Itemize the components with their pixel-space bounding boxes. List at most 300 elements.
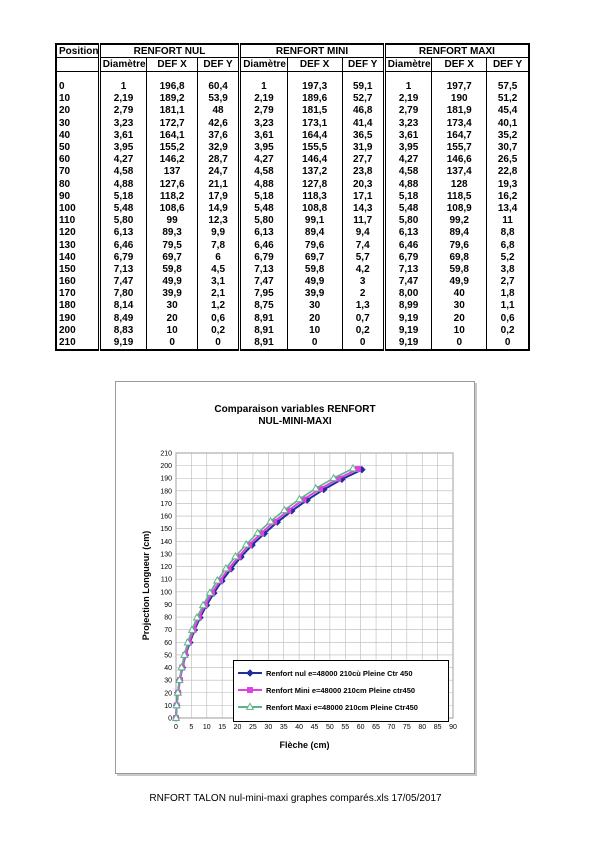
cell-mini-diametre: 5,18 (240, 191, 288, 203)
cell-mini-diametre: 8,91 (240, 325, 288, 337)
cell-mini-def-x: 197,3 (287, 81, 342, 93)
cell-maxi-def-y: 0,6 (487, 313, 529, 325)
cell-maxi-def-y: 16,2 (487, 191, 529, 203)
x-tick-label: 50 (325, 724, 334, 731)
x-tick-label: 40 (295, 724, 304, 731)
cell-mini-def-y: 17,1 (342, 191, 384, 203)
cell-position: 20 (59, 105, 71, 117)
cell-mini-diametre: 1 (240, 81, 288, 93)
y-tick-label: 100 (160, 589, 172, 597)
y-tick-label: 30 (164, 677, 172, 685)
cell-mini-diametre: 8,75 (240, 300, 288, 312)
table-row (56, 93, 529, 105)
chart-title: Comparaison variables RENFORT (214, 404, 376, 415)
cell-maxi-diametre: 3,95 (384, 142, 432, 154)
cell-nul-def-y: 0,6 (197, 313, 239, 325)
cell-maxi-def-y: 30,7 (487, 142, 529, 154)
cell-mini-def-x: 89,4 (287, 227, 342, 239)
cell-mini-def-x: 146,4 (287, 154, 342, 166)
x-tick-label: 90 (449, 724, 457, 731)
cell-position: 0 (59, 81, 65, 93)
sub-header-def-y: DEF Y (487, 58, 529, 72)
cell-nul-def-y: 0 (197, 337, 239, 350)
cell-maxi-def-y: 2,7 (487, 276, 529, 288)
table-row (56, 313, 529, 325)
cell-nul-def-x: 127,6 (147, 179, 198, 191)
x-tick-label: 35 (279, 724, 288, 731)
cell-nul-diametre: 4,27 (99, 154, 147, 166)
cell-nul-def-y: 21,1 (197, 179, 239, 191)
legend-entry (238, 701, 418, 713)
cell-nul-def-x: 137 (147, 166, 198, 178)
cell-nul-def-y: 42,6 (197, 118, 239, 130)
cell-maxi-def-x: 155,7 (432, 142, 487, 154)
cell-maxi-def-y: 0,2 (487, 325, 529, 337)
cell-nul-def-y: 24,7 (197, 166, 239, 178)
cell-mini-def-x: 69,7 (287, 252, 342, 264)
cell-nul-def-y: 60,4 (197, 81, 239, 93)
legend-marker (247, 687, 252, 692)
cell-position: 180 (59, 300, 76, 312)
cell-maxi-def-x: 128 (432, 179, 487, 191)
table-row (56, 252, 529, 264)
cell-nul-def-x: 181,1 (147, 105, 198, 117)
table-row (56, 337, 529, 350)
cell-mini-diametre: 3,61 (240, 130, 288, 142)
y-tick-label: 60 (164, 639, 172, 647)
cell-maxi-diametre: 4,58 (384, 166, 432, 178)
cell-maxi-def-x: 118,5 (432, 191, 487, 203)
cell-nul-def-x: 59,8 (147, 264, 198, 276)
cell-nul-def-y: 37,6 (197, 130, 239, 142)
cell-mini-def-y: 1,3 (342, 300, 384, 312)
cell-mini-def-y: 2 (342, 288, 384, 300)
cell-nul-def-x: 118,2 (147, 191, 198, 203)
x-tick-label: 20 (233, 724, 242, 731)
cell-maxi-def-y: 1,8 (487, 288, 529, 300)
y-tick-label: 190 (160, 475, 172, 483)
cell-nul-def-y: 53,9 (197, 93, 239, 105)
spacer-row (56, 72, 529, 82)
cell-mini-def-y: 4,2 (342, 264, 384, 276)
cell-mini-def-x: 155,5 (287, 142, 342, 154)
cell-mini-def-y: 27,7 (342, 154, 384, 166)
cell-nul-diametre: 6,79 (99, 252, 147, 264)
cell-nul-diametre: 8,14 (99, 300, 147, 312)
cell-maxi-def-y: 51,2 (487, 93, 529, 105)
cell-nul-diametre: 2,79 (99, 105, 147, 117)
y-tick-label: 50 (164, 652, 172, 660)
cell-maxi-def-y: 26,5 (487, 154, 529, 166)
cell-nul-def-x: 146,2 (147, 154, 198, 166)
table-row (56, 215, 529, 227)
cell-nul-def-x: 30 (147, 300, 198, 312)
cell-nul-def-y: 48 (197, 105, 239, 117)
cell-maxi-diametre: 3,23 (384, 118, 432, 130)
cell-nul-def-y: 28,7 (197, 154, 239, 166)
cell-maxi-def-x: 137,4 (432, 166, 487, 178)
cell-nul-diametre: 7,47 (99, 276, 147, 288)
cell-mini-diametre: 4,27 (240, 154, 288, 166)
cell-nul-def-y: 32,9 (197, 142, 239, 154)
cell-mini-diametre: 4,88 (240, 179, 288, 191)
cell-nul-def-x: 79,5 (147, 239, 198, 251)
table-row (56, 154, 529, 166)
cell-position: 50 (59, 142, 71, 154)
cell-position: 140 (59, 251, 76, 263)
cell-maxi-diametre: 1 (384, 81, 432, 93)
cell-mini-def-y: 41,4 (342, 118, 384, 130)
cell-nul-def-x: 39,9 (147, 288, 198, 300)
y-tick-label: 10 (164, 702, 172, 710)
cell-mini-def-y: 11,7 (342, 215, 384, 227)
group-header-row (56, 44, 529, 58)
cell-position: 130 (59, 239, 76, 251)
cell-maxi-def-x: 49,9 (432, 276, 487, 288)
cell-mini-diametre: 8,91 (240, 337, 288, 350)
cell-maxi-def-x: 190 (432, 93, 487, 105)
y-tick-label: 70 (164, 627, 172, 635)
cell-position: 200 (59, 324, 76, 336)
group-header-mini: RENFORT MINI (240, 44, 385, 58)
cell-position: 90 (59, 190, 71, 202)
table-row (56, 142, 529, 154)
table-row (56, 300, 529, 312)
cell-mini-def-x: 164,4 (287, 130, 342, 142)
cell-nul-diametre: 6,46 (99, 239, 147, 251)
cell-nul-diametre: 3,61 (99, 130, 147, 142)
cell-nul-diametre: 3,23 (99, 118, 147, 130)
group-header-nul: RENFORT NUL (99, 44, 239, 58)
cell-maxi-diametre: 6,13 (384, 227, 432, 239)
cell-position: 110 (59, 215, 76, 227)
cell-mini-def-y: 0,2 (342, 325, 384, 337)
cell-nul-diametre: 6,13 (99, 227, 147, 239)
cell-maxi-diametre: 3,61 (384, 130, 432, 142)
cell-mini-diametre: 6,13 (240, 227, 288, 239)
table-row (56, 325, 529, 337)
cell-maxi-diametre: 9,19 (384, 313, 432, 325)
legend-label: Renfort Mini e=48000 210cm Pleine ctr450 (266, 685, 416, 695)
cell-maxi-def-x: 146,6 (432, 154, 487, 166)
sub-header-def-y: DEF Y (197, 58, 239, 72)
cell-maxi-diametre: 5,48 (384, 203, 432, 215)
chart-panel (115, 381, 475, 774)
cell-maxi-def-x: 59,8 (432, 264, 487, 276)
cell-nul-def-x: 99 (147, 215, 198, 227)
cell-maxi-diametre: 6,46 (384, 239, 432, 251)
cell-maxi-def-y: 40,1 (487, 118, 529, 130)
table-row (56, 118, 529, 130)
cell-nul-diametre: 1 (99, 81, 147, 93)
cell-mini-def-x: 127,8 (287, 179, 342, 191)
cell-mini-def-x: 30 (287, 300, 342, 312)
x-tick-label: 60 (356, 724, 365, 731)
cell-nul-def-x: 108,6 (147, 203, 198, 215)
table-row (56, 179, 529, 191)
cell-nul-diametre: 5,18 (99, 191, 147, 203)
legend-swatch (238, 668, 262, 678)
cell-maxi-def-x: 0 (432, 337, 487, 350)
y-tick-label: 120 (160, 564, 172, 572)
table-row (56, 264, 529, 276)
cell-maxi-def-y: 19,3 (487, 179, 529, 191)
cell-maxi-diametre: 2,19 (384, 93, 432, 105)
cell-maxi-def-y: 0 (487, 337, 529, 350)
cell-nul-diametre: 5,80 (99, 215, 147, 227)
cell-maxi-def-y: 1,1 (487, 300, 529, 312)
x-tick-label: 85 (433, 724, 442, 731)
x-tick-label: 5 (189, 724, 194, 731)
cell-nul-diametre: 2,19 (99, 93, 147, 105)
cell-maxi-def-y: 35,2 (487, 130, 529, 142)
cell-mini-diametre: 7,95 (240, 288, 288, 300)
cell-mini-def-x: 99,1 (287, 215, 342, 227)
cell-maxi-def-x: 99,2 (432, 215, 487, 227)
cell-mini-def-y: 9,4 (342, 227, 384, 239)
table-row (56, 191, 529, 203)
legend-swatch (238, 702, 262, 712)
cell-maxi-def-x: 89,4 (432, 227, 487, 239)
table-row (56, 227, 529, 239)
cell-nul-def-x: 0 (147, 337, 198, 350)
cell-mini-diametre: 6,79 (240, 252, 288, 264)
cell-position: 150 (59, 263, 76, 275)
cell-position: 70 (59, 166, 71, 178)
cell-mini-diametre: 3,23 (240, 118, 288, 130)
cell-nul-def-y: 6 (197, 252, 239, 264)
cell-mini-def-y: 52,7 (342, 93, 384, 105)
cell-nul-diametre: 5,48 (99, 203, 147, 215)
cell-mini-def-x: 49,9 (287, 276, 342, 288)
cell-maxi-diametre: 2,79 (384, 105, 432, 117)
y-tick-label: 110 (160, 576, 172, 584)
cell-maxi-def-y: 5,2 (487, 252, 529, 264)
cell-nul-def-x: 10 (147, 325, 198, 337)
table-row (56, 203, 529, 215)
legend-swatch (238, 685, 262, 695)
cell-maxi-diametre: 8,00 (384, 288, 432, 300)
cell-mini-def-x: 39,9 (287, 288, 342, 300)
table-body (56, 72, 529, 351)
table-row (56, 288, 529, 300)
cell-nul-def-x: 69,7 (147, 252, 198, 264)
cell-maxi-def-x: 181,9 (432, 105, 487, 117)
cell-mini-diametre: 6,46 (240, 239, 288, 251)
y-tick-label: 140 (160, 538, 172, 546)
data-table (55, 43, 530, 351)
cell-mini-diametre: 4,58 (240, 166, 288, 178)
cell-nul-def-x: 20 (147, 313, 198, 325)
cell-nul-def-x: 164,1 (147, 130, 198, 142)
cell-mini-diametre: 7,13 (240, 264, 288, 276)
cell-position: 30 (59, 117, 71, 129)
cell-mini-def-x: 137,2 (287, 166, 342, 178)
cell-mini-def-y: 31,9 (342, 142, 384, 154)
cell-maxi-def-y: 13,4 (487, 203, 529, 215)
cell-mini-def-x: 0 (287, 337, 342, 350)
cell-maxi-diametre: 4,88 (384, 179, 432, 191)
y-tick-label: 90 (164, 601, 172, 609)
position-header: Position (56, 44, 99, 58)
cell-nul-def-y: 9,9 (197, 227, 239, 239)
footer-caption: RNFORT TALON nul-mini-maxi graphes comparés.xls 17/05/2017 (149, 793, 442, 804)
table-row (56, 276, 529, 288)
sub-header-diametre: Diamètre (384, 58, 432, 72)
cell-nul-def-y: 2,1 (197, 288, 239, 300)
cell-maxi-diametre: 4,27 (384, 154, 432, 166)
cell-mini-def-y: 14,3 (342, 203, 384, 215)
cell-position: 100 (59, 202, 76, 214)
cell-mini-def-y: 0 (342, 337, 384, 350)
cell-position: 170 (59, 288, 76, 300)
x-tick-label: 25 (249, 724, 257, 731)
cell-nul-diametre: 7,13 (99, 264, 147, 276)
sub-header-def-x: DEF X (147, 58, 198, 72)
cell-mini-diametre: 2,19 (240, 93, 288, 105)
cell-nul-def-y: 1,2 (197, 300, 239, 312)
cell-mini-def-y: 23,8 (342, 166, 384, 178)
legend-label: Renfort nul e=48000 210cù Pleine Ctr 450 (266, 668, 413, 678)
cell-nul-def-y: 4,5 (197, 264, 239, 276)
cell-mini-def-y: 3 (342, 276, 384, 288)
table-row (56, 130, 529, 142)
cell-mini-diametre: 8,91 (240, 313, 288, 325)
cell-nul-diametre: 4,88 (99, 179, 147, 191)
cell-maxi-def-y: 3,8 (487, 264, 529, 276)
cell-nul-def-x: 189,2 (147, 93, 198, 105)
cell-position: 190 (59, 312, 76, 324)
cell-nul-def-y: 7,8 (197, 239, 239, 251)
cell-maxi-def-x: 10 (432, 325, 487, 337)
table-row (56, 239, 529, 251)
cell-maxi-def-y: 6,8 (487, 239, 529, 251)
cell-nul-def-x: 172,7 (147, 118, 198, 130)
y-tick-label: 130 (160, 551, 172, 559)
sub-header-def-y: DEF Y (342, 58, 384, 72)
sub-header-diametre: Diamètre (240, 58, 288, 72)
sub-header-row (56, 58, 529, 72)
cell-nul-def-x: 196,8 (147, 81, 198, 93)
cell-maxi-def-x: 69,8 (432, 252, 487, 264)
x-tick-label: 75 (402, 724, 411, 731)
table-row (56, 105, 529, 117)
cell-maxi-def-x: 164,7 (432, 130, 487, 142)
x-tick-label: 0 (174, 724, 178, 731)
cell-maxi-def-x: 173,4 (432, 118, 487, 130)
cell-nul-diametre: 8,49 (99, 313, 147, 325)
y-tick-label: 210 (160, 450, 172, 458)
y-tick-label: 200 (160, 463, 172, 471)
cell-mini-def-x: 173,1 (287, 118, 342, 130)
legend-label: Renfort Maxi e=48000 210cm Pleine Ctr450 (266, 702, 418, 712)
cell-maxi-def-y: 22,8 (487, 166, 529, 178)
group-header-maxi: RENFORT MAXI (384, 44, 529, 58)
cell-maxi-def-x: 30 (432, 300, 487, 312)
y-tick-label: 150 (160, 526, 172, 534)
cell-mini-def-x: 79,6 (287, 239, 342, 251)
cell-position: 40 (59, 129, 71, 141)
cell-nul-def-x: 49,9 (147, 276, 198, 288)
legend-marker (247, 670, 254, 677)
table-row (56, 81, 529, 93)
cell-nul-def-y: 14,9 (197, 203, 239, 215)
cell-maxi-diametre: 7,47 (384, 276, 432, 288)
cell-mini-def-y: 7,4 (342, 239, 384, 251)
cell-mini-def-x: 59,8 (287, 264, 342, 276)
cell-maxi-diametre: 5,80 (384, 215, 432, 227)
y-axis-title: Projection Longueur (cm) (141, 530, 151, 641)
cell-nul-def-y: 17,9 (197, 191, 239, 203)
cell-maxi-diametre: 6,79 (384, 252, 432, 264)
cell-position: 10 (59, 93, 71, 105)
cell-position: 60 (59, 154, 71, 166)
x-tick-label: 70 (387, 724, 396, 731)
cell-position: 120 (59, 227, 76, 239)
cell-position: 160 (59, 276, 76, 288)
cell-mini-def-x: 181,5 (287, 105, 342, 117)
cell-mini-def-x: 10 (287, 325, 342, 337)
cell-nul-def-x: 89,3 (147, 227, 198, 239)
cell-maxi-diametre: 9,19 (384, 325, 432, 337)
cell-mini-def-x: 20 (287, 313, 342, 325)
cell-nul-diametre: 3,95 (99, 142, 147, 154)
cell-nul-diametre: 8,83 (99, 325, 147, 337)
cell-mini-def-x: 189,6 (287, 93, 342, 105)
cell-mini-def-y: 5,7 (342, 252, 384, 264)
chart-title: NUL-MINI-MAXI (258, 416, 332, 427)
y-tick-label: 170 (160, 500, 172, 508)
cell-maxi-diametre: 7,13 (384, 264, 432, 276)
x-tick-label: 80 (418, 724, 427, 731)
x-tick-label: 10 (202, 724, 211, 731)
cell-maxi-def-x: 40 (432, 288, 487, 300)
cell-mini-diametre: 7,47 (240, 276, 288, 288)
cell-nul-diametre: 7,80 (99, 288, 147, 300)
cell-nul-def-x: 155,2 (147, 142, 198, 154)
cell-position: 80 (59, 178, 71, 190)
y-tick-label: 40 (164, 665, 172, 673)
x-tick-label: 45 (310, 724, 319, 731)
cell-maxi-def-x: 79,6 (432, 239, 487, 251)
chart-legend (233, 660, 449, 722)
y-tick-label: 160 (160, 513, 172, 521)
cell-maxi-def-y: 11 (487, 215, 529, 227)
y-tick-label: 80 (164, 614, 172, 622)
cell-nul-def-y: 3,1 (197, 276, 239, 288)
cell-maxi-def-x: 108,9 (432, 203, 487, 215)
cell-maxi-def-y: 8,8 (487, 227, 529, 239)
cell-nul-def-y: 12,3 (197, 215, 239, 227)
cell-mini-def-y: 46,8 (342, 105, 384, 117)
cell-nul-diametre: 4,58 (99, 166, 147, 178)
sub-header-diametre: Diamètre (99, 58, 147, 72)
cell-nul-diametre: 9,19 (99, 337, 147, 350)
x-tick-label: 15 (218, 724, 227, 731)
x-tick-label: 65 (372, 724, 380, 731)
y-tick-label: 180 (160, 488, 172, 496)
sub-header-blank (56, 58, 99, 72)
cell-maxi-def-x: 20 (432, 313, 487, 325)
legend-entry (238, 684, 415, 696)
legend-entry (238, 667, 413, 679)
cell-position: 210 (59, 337, 76, 349)
cell-mini-def-y: 20,3 (342, 179, 384, 191)
cell-nul-def-y: 0,2 (197, 325, 239, 337)
sub-header-def-x: DEF X (432, 58, 487, 72)
cell-mini-def-y: 36,5 (342, 130, 384, 142)
x-tick-label: 30 (264, 724, 273, 731)
